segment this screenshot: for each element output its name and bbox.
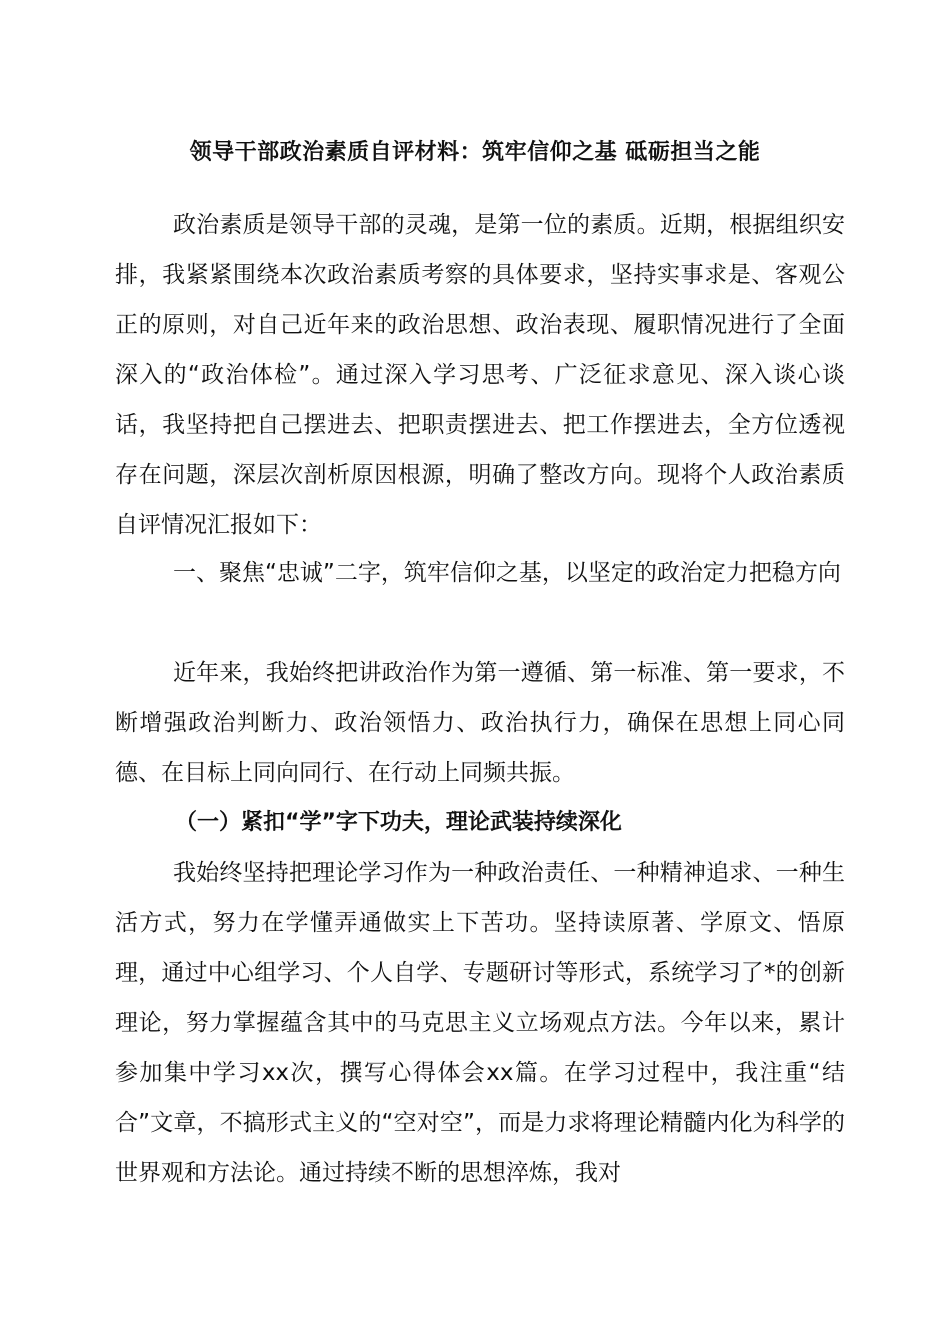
document-title: 领导干部政治素质自评材料：筑牢信仰之基 砥砺担当之能 — [189, 140, 761, 165]
intro-paragraph: 政治素质是领导干部的灵魂，是第一位的素质。近期，根据组织安排，我紧紧围绕本次政治素质考察的具体要求，坚持实事求是、客观公正的原则，对自己近年来的政治思想、政治表现、履职情况进行了全面深入的“政治体检”。通过深入学习思考、广泛征求意见、深入谈心谈话，我坚持把自己摆进去、把职责摆进去、把工作摆进去，全方位透视存在问题，深层次剖析原因根源，明确了整改方向。现将个人政治素质自评情况汇报如下： — [115, 212, 845, 538]
section-heading: 一、聚焦“忠诚”二字，筑牢信仰之基，以坚定的政治定力把稳方向 — [173, 560, 841, 586]
subsection-heading: （一）紧扣“学”字下功夫，理论武装持续深化 — [175, 810, 622, 835]
section-intro-paragraph: 近年来，我始终把讲政治作为第一遵循、第一标准、第一要求，不断增强政治判断力、政治领悟力、政治执行力，确保在思想上同心同德、在目标上同向同行、在行动上同频共振。 — [115, 660, 845, 786]
subsection-body-paragraph: 我始终坚持把理论学习作为一种政治责任、一种精神追求、一种生活方式，努力在学懂弄通做实上下苦功。坚持读原著、学原文、悟原理，通过中心组学习、个人自学、专题研讨等形式，系统学习了*的创新理论，努力掌握蕴含其中的马克思主义立场观点方法。今年以来，累计参加集中学习xx次，撰写心得体会xx篇。在学习过程中，我注重“结合”文章，不搞形式主义的“空对空”，而是力求将理论精髓内化为科学的世界观和方法论。通过持续不断的思想淬炼，我对 — [115, 860, 845, 1186]
